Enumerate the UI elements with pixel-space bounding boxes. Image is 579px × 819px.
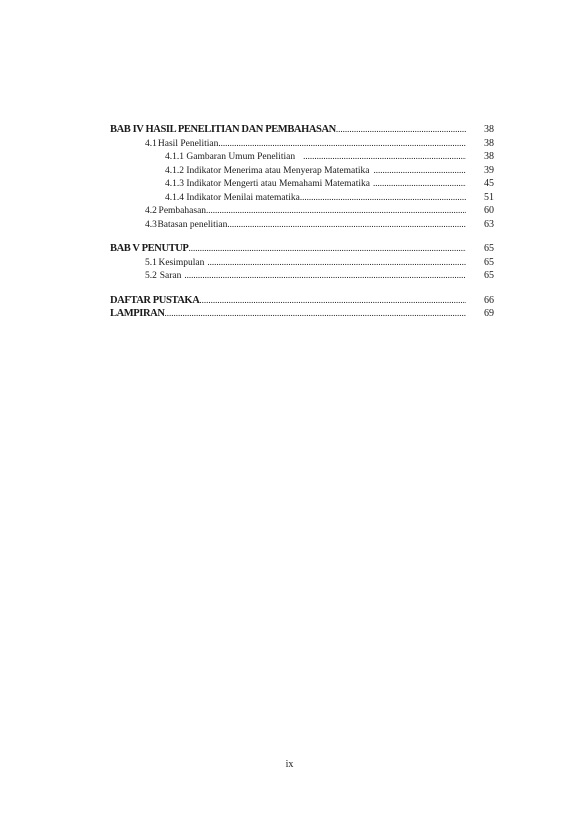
toc-entry-lampiran[interactable] (110, 307, 494, 321)
toc-page-number: 60 (484, 205, 494, 216)
toc-entry-4-1-1[interactable] (110, 150, 494, 164)
toc-page-number: 38 (484, 137, 494, 149)
toc-section-number: 4.1 (145, 138, 157, 149)
toc-entry-title: 4.1.2 Indikator Menerima atau Menyerap Matematika (165, 165, 370, 176)
toc-entry-title: DAFTAR PUSTAKA (110, 294, 200, 306)
toc-page-number: 65 (484, 270, 494, 281)
toc-entry-title: 4.1.4 Indikator Menilai matematika (165, 192, 300, 203)
toc-entry-title: Pembahasan (158, 206, 207, 216)
dot-leader (369, 164, 466, 178)
dot-leader (204, 256, 466, 270)
dot-leader (370, 177, 466, 191)
toc-page-number: 65 (484, 256, 494, 268)
toc-page-number: 69 (484, 308, 494, 319)
toc-page-number: 38 (484, 151, 494, 162)
toc-entry-bab-v[interactable] (110, 242, 494, 256)
toc-entry-title: BAB V PENUTUP (110, 243, 189, 254)
toc-entry-title: 4.1.1 Gambaran Umum Penelitian (165, 152, 296, 162)
toc-section-number: 5.2 (145, 271, 157, 281)
toc-entry-title: Kesimpulan (158, 257, 205, 268)
toc-entry-4-3[interactable] (110, 218, 494, 232)
toc-entry-daftar-pustaka[interactable] (110, 294, 494, 308)
toc-page-number: 45 (484, 178, 494, 189)
dot-leader (227, 218, 466, 232)
dot-leader (336, 123, 466, 137)
dot-leader (300, 191, 466, 205)
toc-entry-title: 4.1.3 Indikator Mengerti atau Memahami Matematika (165, 179, 370, 189)
dot-leader (165, 307, 466, 321)
toc-entry-title: LAMPIRAN (110, 308, 165, 319)
toc-page-number: 39 (484, 164, 494, 176)
toc-entry-title: Saran (159, 271, 182, 281)
toc-entry-4-1[interactable] (110, 137, 494, 151)
toc-page-number: 65 (484, 243, 494, 254)
toc-entry-4-1-2[interactable] (110, 164, 494, 178)
toc-entry-5-1[interactable] (110, 256, 494, 270)
toc-section-number: 5.1 (145, 257, 157, 268)
toc-entry-bab-iv[interactable] (110, 123, 494, 137)
toc-page-number: 38 (484, 124, 494, 135)
dot-leader (206, 204, 466, 218)
toc-page-number: 66 (484, 294, 494, 306)
toc-entry-4-1-3[interactable] (110, 177, 494, 191)
table-of-contents (110, 123, 494, 321)
dot-leader (188, 242, 466, 256)
toc-entry-4-1-4[interactable] (110, 191, 494, 205)
toc-page-number: 51 (484, 191, 494, 203)
toc-section-number: 4.3 (145, 219, 157, 230)
toc-entry-title: Batasan penelitian (157, 219, 228, 230)
dot-leader (199, 294, 466, 308)
toc-entry-5-2[interactable] (110, 269, 494, 283)
dot-leader (295, 150, 466, 164)
dot-leader (218, 137, 466, 151)
toc-entry-4-2[interactable] (110, 204, 494, 218)
footer-page-number: ix (285, 759, 294, 770)
toc-entry-title: Hasil Penelitian (157, 138, 219, 149)
toc-section-number: 4.2 (145, 206, 157, 216)
dot-leader (181, 269, 466, 283)
toc-entry-title: BAB IV HASIL PENELITIAN DAN PEMBAHASAN (110, 124, 336, 135)
toc-page-number: 63 (484, 218, 494, 230)
